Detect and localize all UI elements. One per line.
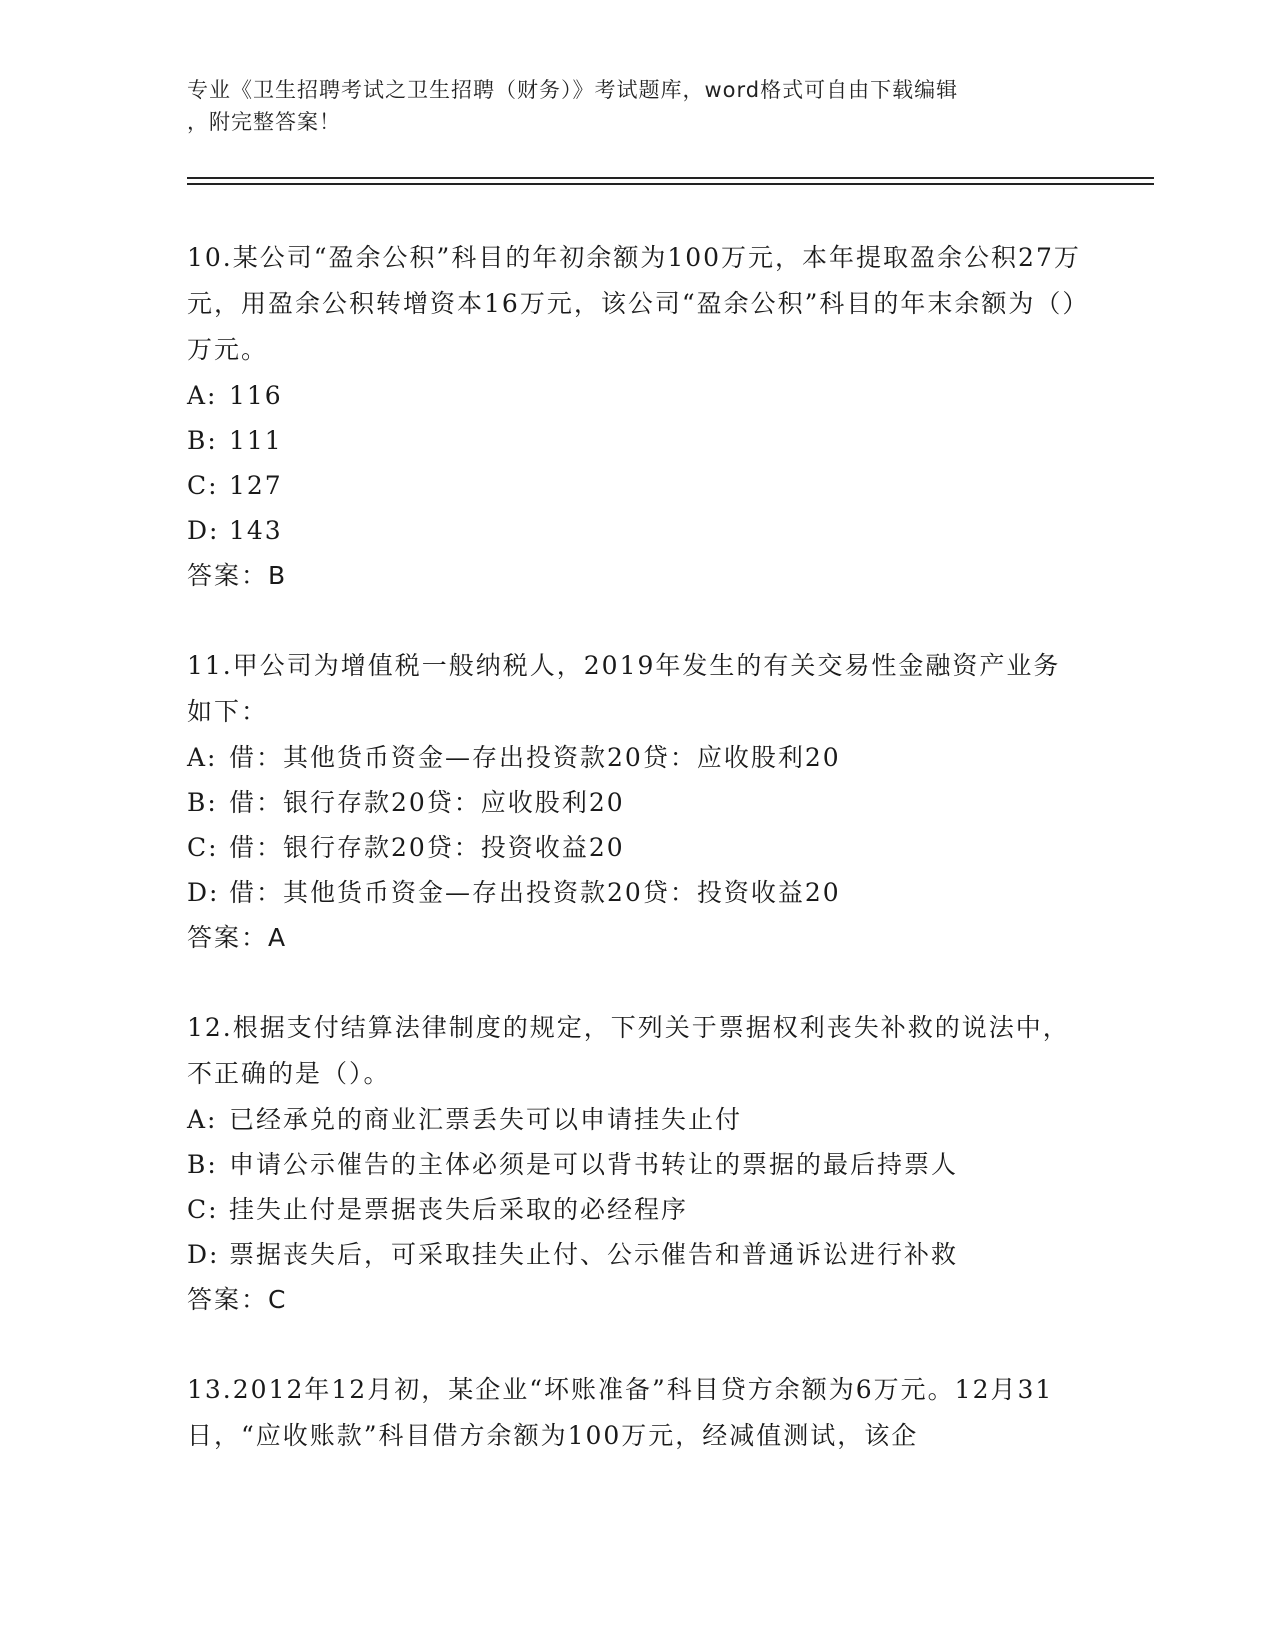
answer: 答案：A: [187, 923, 288, 952]
option-letter: D:: [187, 878, 220, 907]
question-12: [187, 1005, 1087, 1323]
header-line-1: 专业《卫生招聘考试之卫生招聘（财务）》考试题库，word格式可自由下载编辑: [187, 78, 959, 102]
option-letter: A:: [187, 1105, 218, 1134]
option-letter: D:: [187, 516, 220, 545]
option-letter: A:: [187, 381, 218, 410]
header-line-2: ，附完整答案！: [187, 110, 341, 134]
header-divider-top: [187, 177, 1154, 179]
option-b: [187, 1142, 1087, 1187]
option-text: 借：其他货币资金—存出投资款20贷：应收股利20: [229, 743, 841, 772]
answer: 答案：B: [187, 561, 288, 590]
option-text: 111: [229, 426, 283, 455]
document-header: [187, 74, 1087, 138]
question-10: [187, 235, 1087, 599]
option-letter: C:: [187, 833, 219, 862]
option-text: 申请公示催告的主体必须是可以背书转让的票据的最后持票人: [229, 1150, 959, 1179]
option-d: [187, 870, 1087, 915]
option-b: [187, 780, 1087, 825]
option-a: [187, 735, 1087, 780]
option-text: 挂失止付是票据丧失后采取的必经程序: [229, 1195, 689, 1224]
option-text: 借：银行存款20贷：应收股利20: [229, 788, 625, 817]
option-d: [187, 1232, 1087, 1277]
option-d: [187, 508, 1087, 553]
question-11: [187, 643, 1087, 961]
question-list: [187, 235, 1087, 1503]
option-b: [187, 418, 1087, 463]
option-a: [187, 1097, 1087, 1142]
option-c: [187, 1187, 1087, 1232]
question-text: 12.根据支付结算法律制度的规定，下列关于票据权利丧失补救的说法中，不正确的是（）。: [187, 1013, 1070, 1088]
option-letter: C:: [187, 1195, 219, 1224]
question-text: 10.某公司“盈余公积”科目的年初余额为100万元，本年提取盈余公积27万元，用盈余公积转增资本16万元，该公司“盈余公积”科目的年末余额为（）万元。: [187, 243, 1081, 364]
option-letter: B:: [187, 788, 218, 817]
option-text: 127: [229, 471, 283, 500]
question-text: 13.2012年12月初，某企业“坏账准备”科目贷方余额为6万元。12月31日，“应收账款”科目借方余额为100万元，经减值测试，该企: [187, 1375, 1054, 1450]
option-letter: B:: [187, 426, 218, 455]
option-c: [187, 825, 1087, 870]
option-a: [187, 373, 1087, 418]
option-letter: B:: [187, 1150, 218, 1179]
option-letter: A:: [187, 743, 218, 772]
option-text: 票据丧失后，可采取挂失止付、公示催告和普通诉讼进行补救: [229, 1240, 959, 1269]
header-divider-bottom: [187, 183, 1154, 185]
question-13: [187, 1367, 1087, 1459]
option-letter: C:: [187, 471, 219, 500]
answer: 答案：C: [187, 1285, 288, 1314]
question-text: 11.甲公司为增值税一般纳税人，2019年发生的有关交易性金融资产业务如下：: [187, 651, 1061, 726]
option-text: 143: [229, 516, 283, 545]
option-text: 116: [229, 381, 283, 410]
option-text: 借：其他货币资金—存出投资款20贷：投资收益20: [229, 878, 841, 907]
option-text: 借：银行存款20贷：投资收益20: [229, 833, 625, 862]
option-letter: D:: [187, 1240, 220, 1269]
option-c: [187, 463, 1087, 508]
option-text: 已经承兑的商业汇票丢失可以申请挂失止付: [229, 1105, 743, 1134]
